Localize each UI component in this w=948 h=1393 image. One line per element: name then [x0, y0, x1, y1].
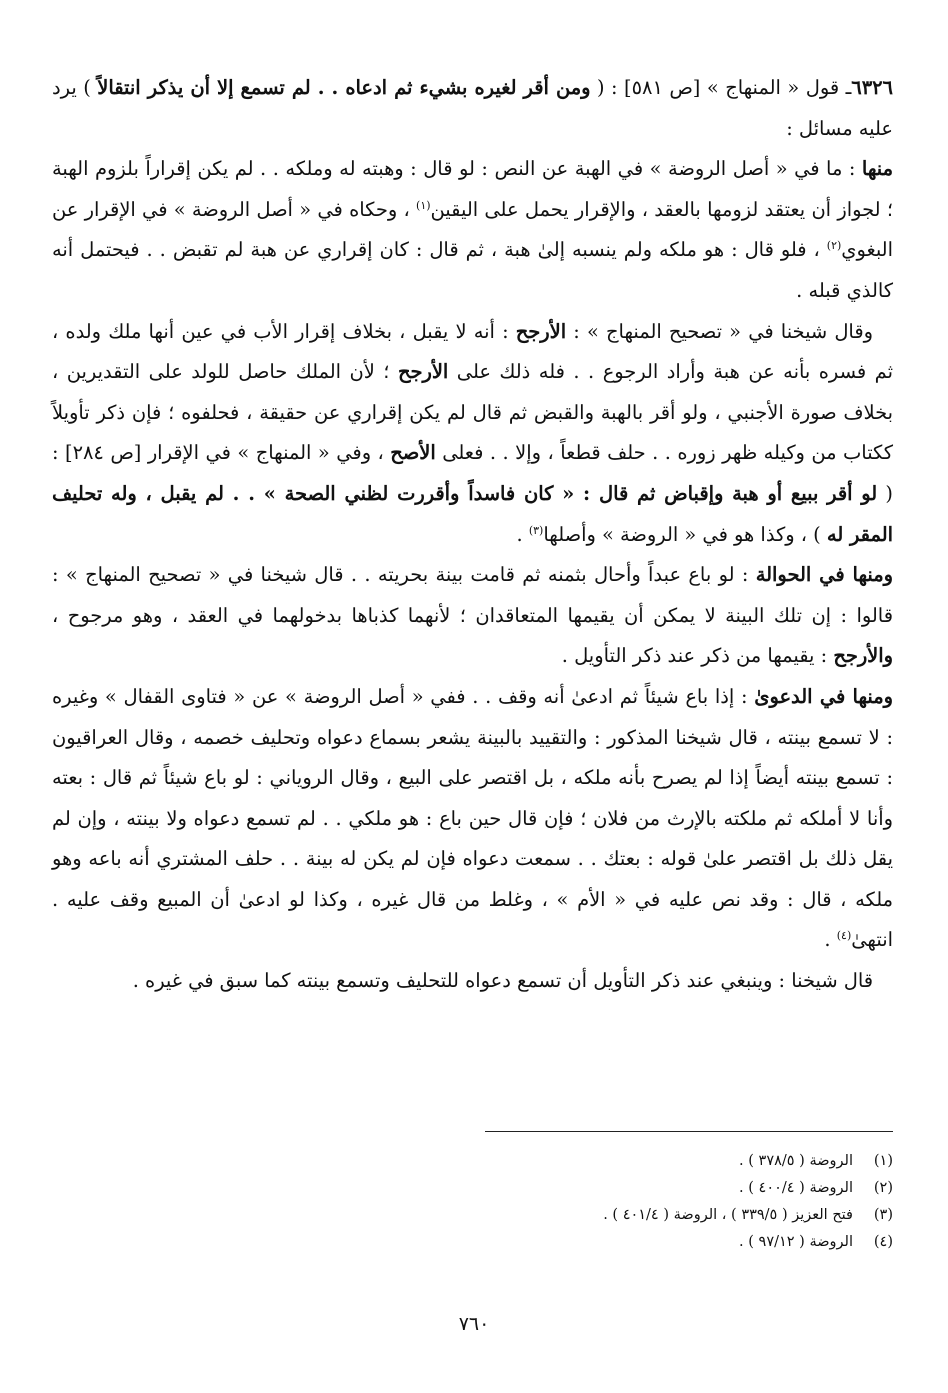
footnote-text: الروضة ( ٩٧/١٢ ) . — [739, 1234, 853, 1250]
footnote-ref-2: (٢) — [826, 239, 842, 253]
quoted-text: لو أقر ببيع أو هبة وإقباض ثم قال : « كان فاسداً وأقررت لظني الصحة » . . لم يقبل ، وله تحليف المقر له — [52, 481, 893, 546]
paragraph-conclusion: قال شيخنا : وينبغي عند ذكر التأويل أن تسمع دعواه للتحليف وتسمع بينته كما سبق في غيره . — [132, 969, 873, 993]
footnote-ref-3: (٣) — [528, 523, 544, 537]
footnote-number: (٣) — [873, 1207, 893, 1223]
footnote — [200, 1202, 893, 1229]
paragraph-hawala: ومنها في الحوالة : لو باع عبداً وأحال بثمنه ثم قامت بينة بحريته . . قال شيخنا في « تصحيح المنهاج » : قالوا : إن تلك البينة لا يمكن أن يقيمها المتعاقدان ؛ لأنهما كذباها بدخولهما في العقد ، وهو مرجوح ، والأرجح : يقيمها من ذكر عند ذكر التأويل . — [52, 563, 893, 668]
paragraph-6326: ٦٣٢٦ـ قول « المنهاج » [ص ٥٨١] : ( ومن أقر لغيره بشيء ثم ادعاه . . لم تسمع إلا أن يذكر انتقالاً ) يرد عليه مسائل : — [52, 76, 893, 140]
footnote-text: الروضة ( ٤٠٠/٤ ) . — [739, 1180, 853, 1196]
footnote-ref-4: (٤) — [836, 929, 852, 943]
issue-number: ٦٣٢٦ — [851, 76, 893, 99]
quoted-text: ومن أقر لغيره بشيء ثم ادعاه . . لم تسمع إلا أن يذكر انتقالاً — [97, 76, 591, 99]
footnote — [200, 1229, 893, 1256]
footnote-text: فتح العزيز ( ٣٣٩/٥ ) ، الروضة ( ٤٠١/٤ ) . — [603, 1207, 853, 1223]
footnotes — [200, 1148, 893, 1256]
footnote-number: (١) — [873, 1153, 893, 1169]
paragraph-sheikh-opinion: وقال شيخنا في « تصحيح المنهاج » : الأرجح : أنه لا يقبل ، بخلاف إقرار الأب في عين أنها ملك ولده ، ثم فسره بأنه عن هبة وأراد الرجوع . . فله ذلك على الأرجح ؛ لأن الملك حاصل للولد على التقديرين ، بخلاف صورة الأجنبي ، ولو أقر بالهبة والقبض ثم قال لم يكن إقراري عن حقيقة ، فحلفوه ؛ فإن ذكر تأويلاً ككتاب من وكيله ظهر زوره . . حلف قطعاً ، وإلا . . فعلى الأصح ، وفي « المنهاج » في الإقرار [ص ٢٨٤] : ( لو أقر ببيع أو هبة وإقباض ثم قال : « كان فاسداً وأقررت لظني الصحة » . . لم يقبل ، وله تحليف المقر له ) ، وكذا هو في « الروضة » وأصلها$^{(٣)}$ . — [52, 319, 893, 546]
footnote-ref-1: (١) — [416, 198, 431, 212]
footnote-separator — [485, 1131, 893, 1132]
footnote — [200, 1148, 893, 1175]
footnote-number: (٢) — [873, 1180, 893, 1196]
paragraph-first-issue: منها : ما في « أصل الروضة » في الهبة عن النص : لو قال : وهبته له وملكه . . لم يكن إقراراً بلزوم الهبة ؛ لجواز أن يعتقد لزومها بالعقد ، والإقرار يحمل على اليقين$^{(١)}$ ، وحكاه في « أصل الروضة » في الإقرار عن البغوي$^{(٢)}$ ، فلو قال : هو ملكه ولم ينسبه إلىٰ هبة ، ثم قال : كان إقراري عن هبة لم تقبض . . فيحتمل أنه كالذي قبله . — [52, 157, 893, 302]
footnote — [200, 1175, 893, 1202]
footnote-number: (٤) — [873, 1234, 893, 1250]
page-number: ٧٦٠ — [458, 1313, 490, 1335]
main-text — [52, 68, 893, 1002]
footnote-text: الروضة ( ٣٧٨/٥ ) . — [739, 1153, 853, 1169]
paragraph-dawa: ومنها في الدعوىٰ : إذا باع شيئاً ثم ادعىٰ أنه وقف . . ففي « أصل الروضة » عن « فتاوى القفال » وغيره : لا تسمع بينته ، قال شيخنا المذكور : والتقييد بالبينة يشعر بسماع دعواه وتحليف خصمه ، وقال العراقيون : تسمع بينته أيضاً إذا لم يصرح بأنه ملكه ، بل اقتصر على البيع ، وقال الروياني : لو باع شيئاً ثم قال : بعته وأنا لا أملكه ثم ملكته بالإرث من فلان ؛ فإن قال حين باع : هو ملكي . . لم تسمع دعواه ولا بينته ، وإن لم يقل ذلك بل اقتصر علىٰ قوله : بعتك . . سمعت دعواه فإن لم يكن له بينة . . حلف المشتري أنه باعه وهو ملكه ، قال : وقد نص عليه في « الأم » ، وغلط من قال غيره ، وكذا لو ادعىٰ أن المبيع وقف عليه . انتهىٰ$^{(٤)}$ . — [52, 684, 894, 952]
